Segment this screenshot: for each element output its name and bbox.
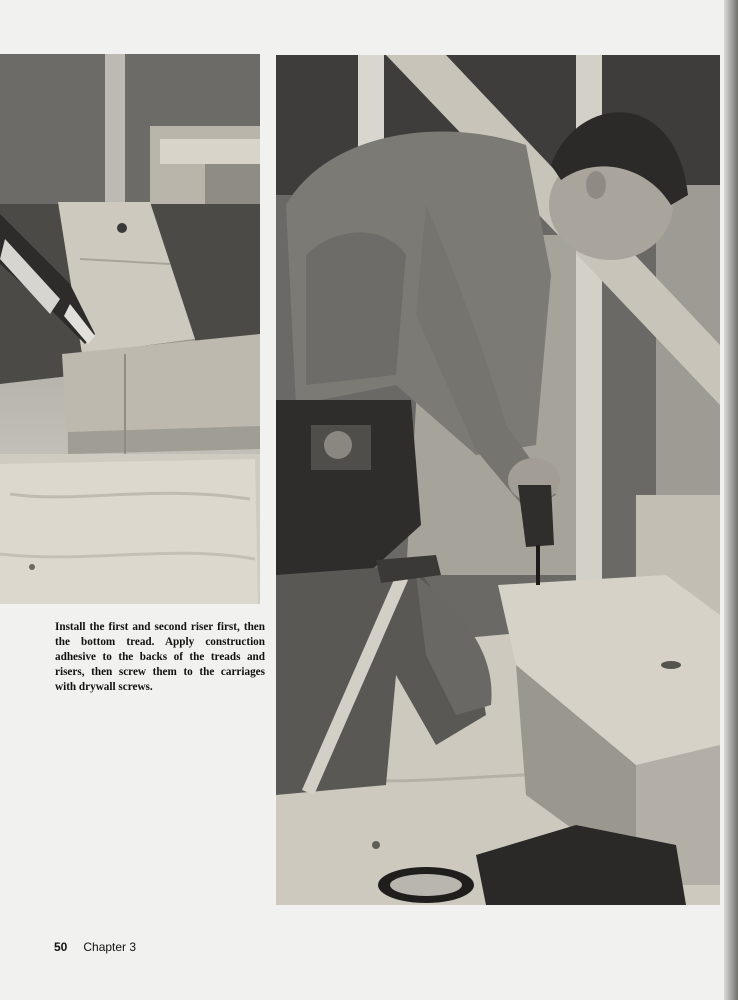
page-footer [54,940,136,954]
chapter-label: Chapter 3 [83,940,137,954]
photo-caption: Install the first and second riser first, then the bottom tread. Apply construction adhesive to the backs of the treads and risers, then screw them to the carriages with drywall screws. [55,621,265,694]
tread-illustration [0,54,260,604]
page-edge [724,0,738,1000]
photo-tread-installation [0,54,260,604]
page-number: 50 [54,940,68,954]
worker-illustration [276,55,720,905]
photo-worker-drilling [276,55,720,905]
